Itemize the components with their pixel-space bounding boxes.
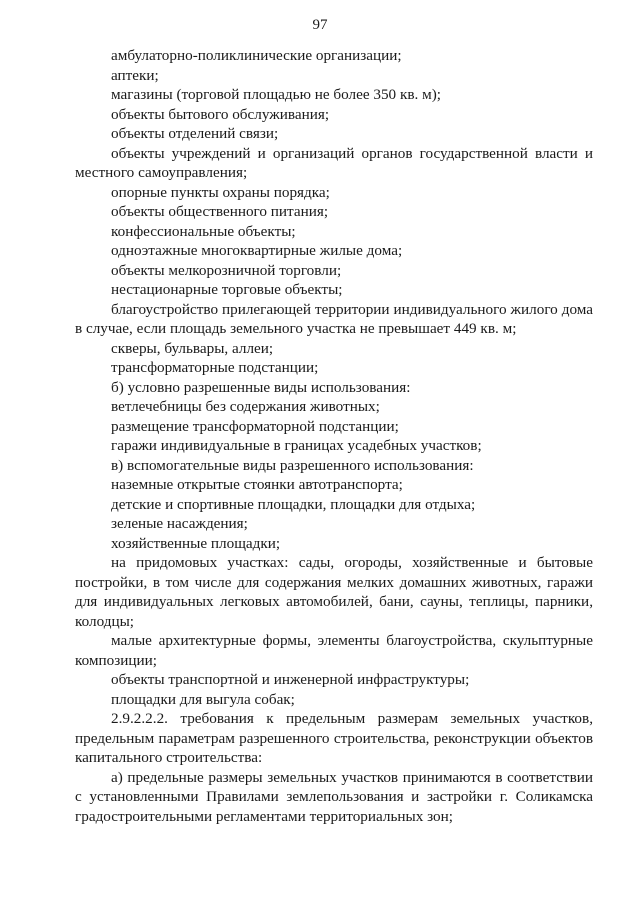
- list-item: размещение трансформаторной подстанции;: [111, 417, 399, 435]
- list-item: хозяйственные площадки;: [111, 534, 281, 552]
- page-number: 97: [312, 17, 328, 33]
- list-item: объекты бытового обслуживания;: [111, 105, 330, 123]
- document-body: [75, 46, 593, 826]
- clause-paragraph: а) предельные размеры земельных участков принимаются в соответствии с установленными Правилами землепользования и застройки г. Соликамска градостроительными регламентами территориальных зон;: [75, 768, 593, 825]
- list-item: ветлечебницы без содержания животных;: [111, 398, 380, 415]
- list-item: детские и спортивные площадки, площадки для отдыха;: [111, 495, 476, 513]
- list-item: конфессиональные объекты;: [111, 222, 296, 240]
- clause-paragraph: 2.9.2.2.2. требования к предельным размерам земельных участков, предельным параметрам разрешенного строительства, реконструкции объектов капитального строительства:: [75, 710, 593, 766]
- list-item: аптеки;: [111, 66, 159, 84]
- list-item: объекты общественного питания;: [111, 203, 329, 220]
- list-item: на придомовых участках: сады, огороды, хозяйственные и бытовые постройки, в том числе для содержания мелких домашних животных, гаражи для индивидуальных легковых автомобилей, бани, сауны, теплицы, парники, колодцы;: [75, 554, 593, 630]
- list-item: магазины (торговой площадью не более 350 кв. м);: [111, 86, 441, 103]
- list-item: одноэтажные многоквартирные жилые дома;: [111, 242, 403, 259]
- list-item: малые архитектурные формы, элементы благоустройства, скульптурные композиции;: [75, 632, 593, 669]
- list-item: объекты учреждений и организаций органов государственной власти и местного самоуправления;: [75, 144, 593, 181]
- list-item: гаражи индивидуальные в границах усадебных участков;: [111, 437, 482, 454]
- list-item: амбулаторно-поликлинические организации;: [111, 47, 402, 64]
- list-item: скверы, бульвары, аллеи;: [111, 339, 274, 357]
- subsection-heading: в) вспомогательные виды разрешенного использования:: [111, 456, 474, 474]
- list-item: трансформаторные подстанции;: [111, 359, 319, 376]
- list-item: объекты транспортной и инженерной инфраструктуры;: [111, 671, 470, 688]
- list-item: объекты мелкорозничной торговли;: [111, 261, 342, 279]
- list-item: опорные пункты охраны порядка;: [111, 183, 330, 201]
- list-item: наземные открытые стоянки автотранспорта;: [111, 476, 403, 493]
- list-item: зеленые насаждения;: [111, 515, 248, 532]
- list-item: площадки для выгула собак;: [111, 690, 295, 708]
- subsection-heading: б) условно разрешенные виды использования:: [111, 378, 411, 396]
- list-item: благоустройство прилегающей территории индивидуального жилого дома в случае, если площадь земельного участка не превышает 449 кв. м;: [75, 300, 593, 337]
- list-item: нестационарные торговые объекты;: [111, 281, 343, 298]
- list-item: объекты отделений связи;: [111, 125, 279, 142]
